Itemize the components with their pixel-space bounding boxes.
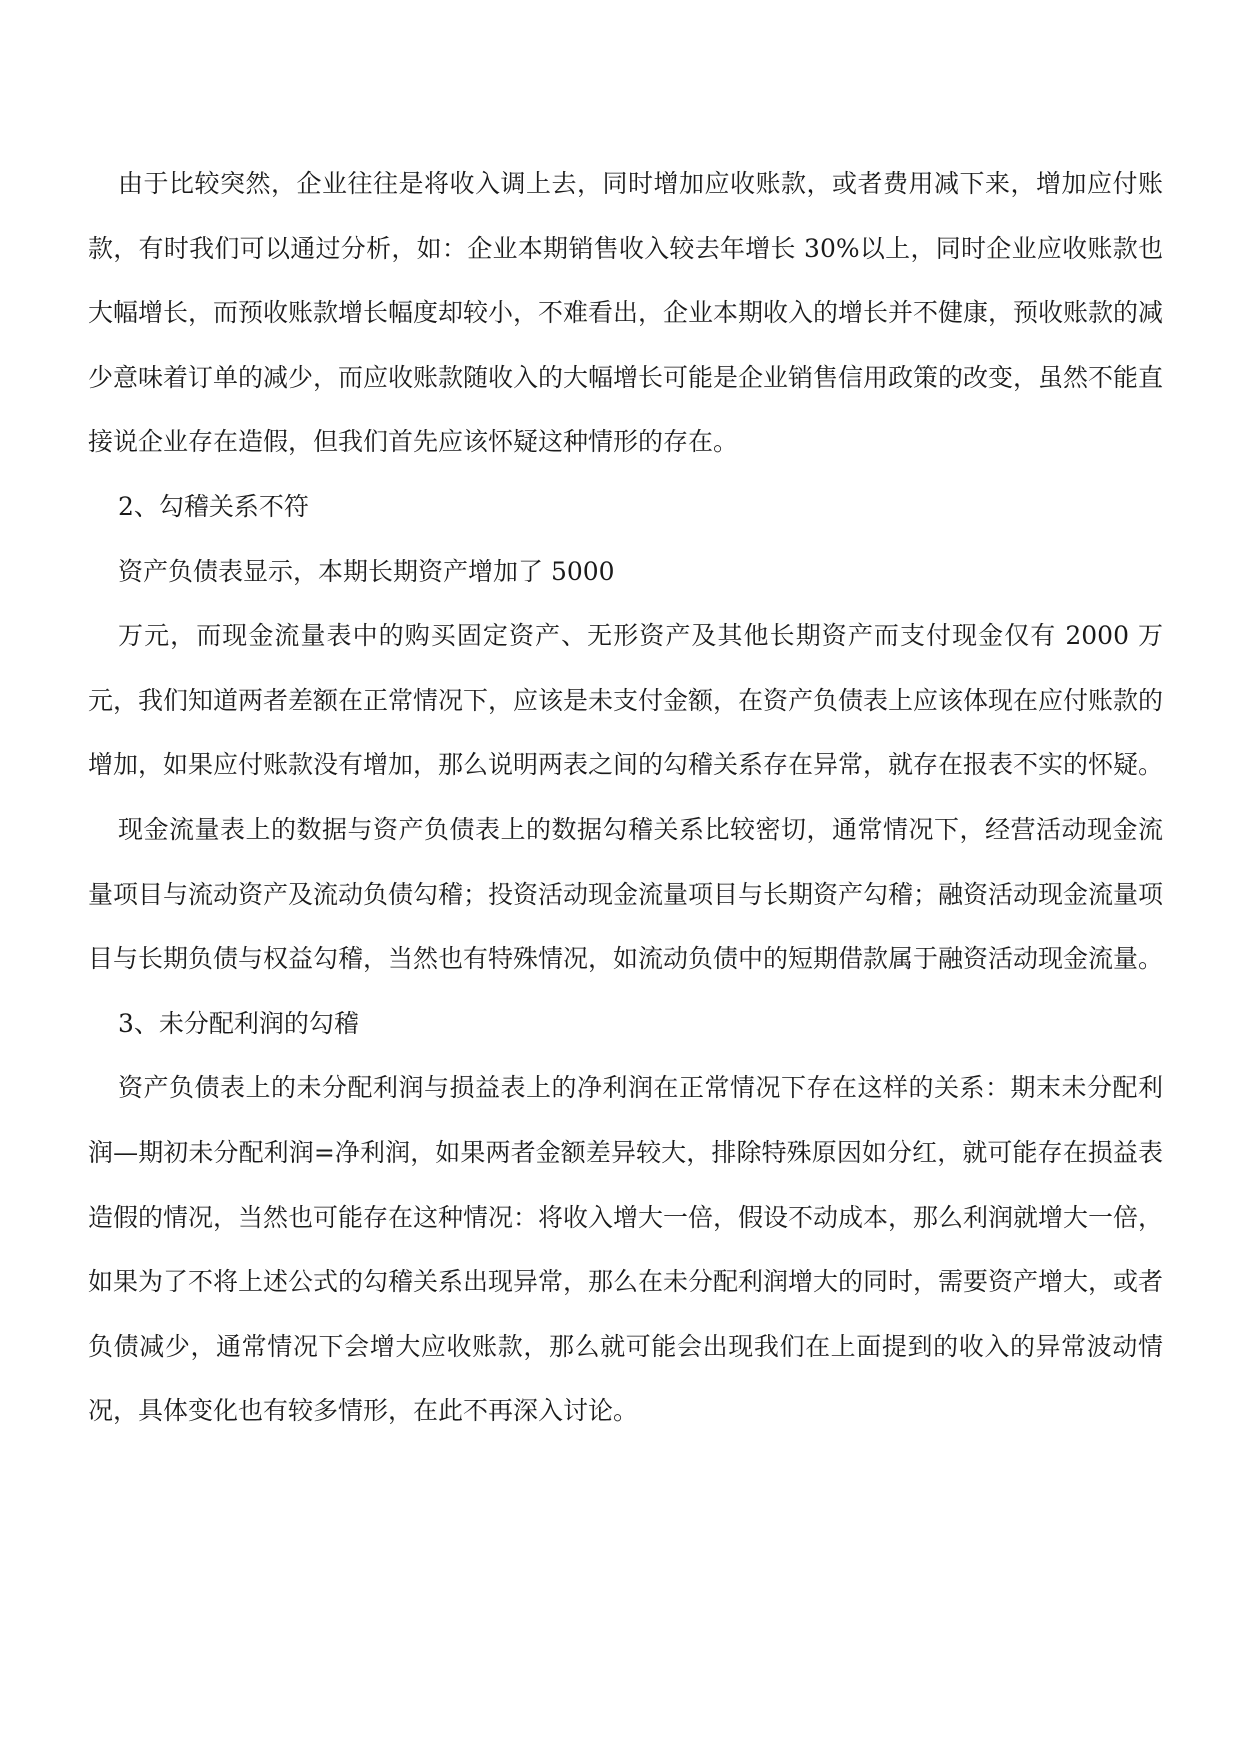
paragraph-retained-earnings: 资产负债表上的未分配利润与损益表上的净利润在正常情况下存在这样的关系：期末未分配利润—期初未分配利润=净利润，如果两者金额差异较大，排除特殊原因如分红，就可能存在损益表造假的情况，当然也可能存在这种情况：将收入增大一倍，假设不动成本，那么利润就增大一倍，如果为了不将上述公式的勾稽关系出现异常，那么在未分配利润增大的同时，需要资产增大，或者负债减少，通常情况下会增大应收账款，那么就可能会出现我们在上面提到的收入的异常波动情况，具体变化也有较多情形，在此不再深入讨论。 bbox=[88, 1073, 1164, 1426]
paragraph-cash-flow-relationships: 现金流量表上的数据与资产负债表上的数据勾稽关系比较密切，通常情况下，经营活动现金流量项目与流动资产及流动负债勾稽；投资活动现金流量项目与长期资产勾稽；融资活动现金流量项目与长期负债与权益勾稽，当然也有特殊情况，如流动负债中的短期借款属于融资活动现金流量。 bbox=[88, 814, 1164, 974]
section-heading-reconciliation-mismatch: 2、勾稽关系不符 bbox=[118, 491, 309, 521]
paragraph-cash-flow-difference: 万元，而现金流量表中的购买固定资产、无形资产及其他长期资产而支付现金仅有 2000 万元，我们知道两者差额在正常情况下，应该是未支付金额，在资产负债表上应该体现在应付账款的增加，如果应付账款没有增加，那么说明两表之间的勾稽关系存在异常，就存在报表不实的怀疑。 bbox=[88, 621, 1164, 780]
document-body bbox=[88, 152, 1163, 1444]
paragraph-revenue-manipulation: 由于比较突然，企业往往是将收入调上去，同时增加应收账款，或者费用减下来，增加应付账款，有时我们可以通过分析，如：企业本期销售收入较去年增长 30%以上，同时企业应收账款也大幅增长，而预收账款增长幅度却较小，不难看出，企业本期收入的增长并不健康，预收账款的减少意味着订单的减少，而应收账款随收入的大幅增长可能是企业销售信用政策的改变，虽然不能直接说企业存在造假，但我们首先应该怀疑这种情形的存在。 bbox=[88, 169, 1164, 457]
section-heading-retained-earnings: 3、未分配利润的勾稽 bbox=[118, 1008, 359, 1038]
paragraph-long-term-assets: 资产负债表显示，本期长期资产增加了 5000 bbox=[118, 556, 615, 586]
